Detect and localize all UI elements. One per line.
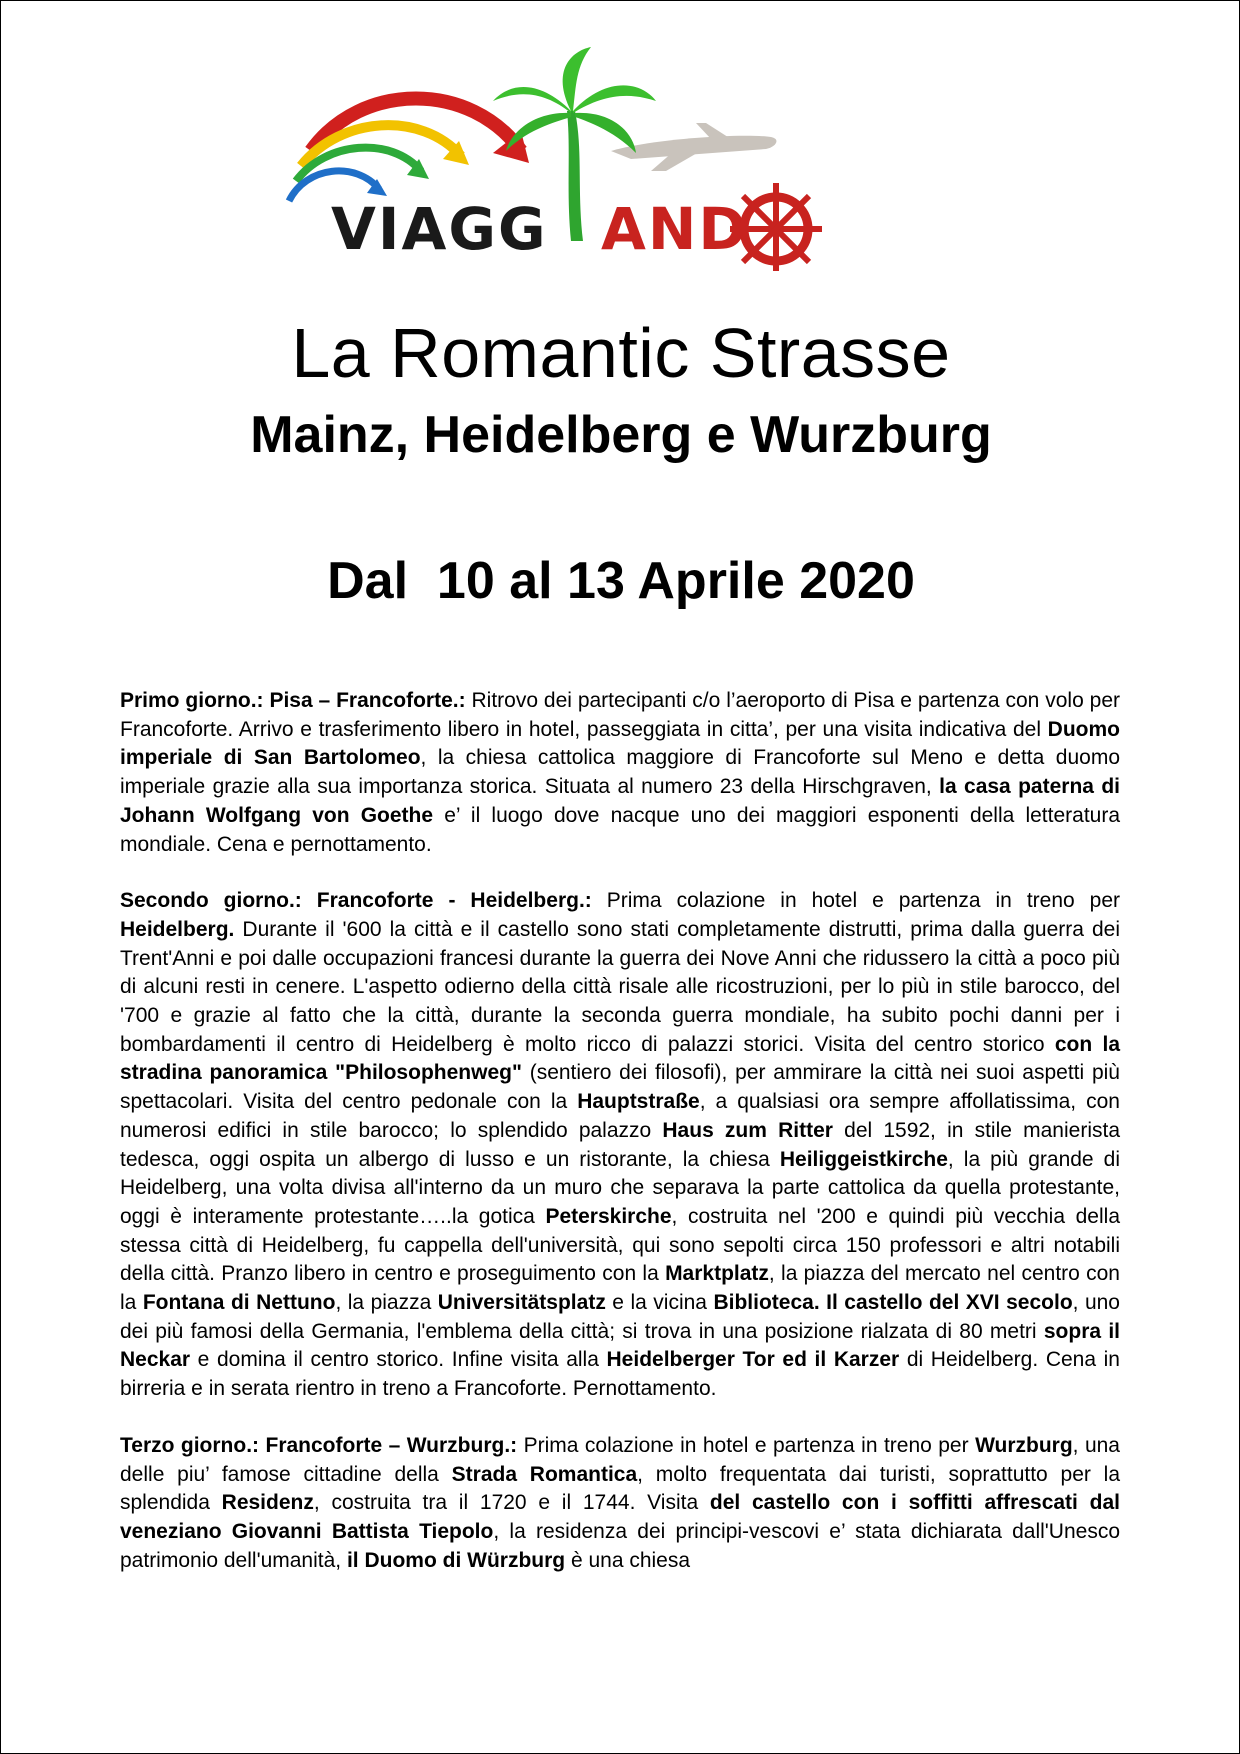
- text-run: , costruita tra il 1720 e il 1744. Visita: [313, 1491, 710, 1515]
- bold-text-run: sopra il Neckar: [120, 1319, 1120, 1372]
- bold-text-run: Duomo imperiale di San Bartolomeo: [120, 717, 1120, 770]
- text-run: e’ il luogo dove nacque uno dei maggiori esponenti della letteratura mondiale. Cena e pernottamento.: [120, 803, 1121, 856]
- bold-text-run: Residenz: [221, 1491, 314, 1515]
- bold-text-run: del castello con i soffitti affrescati dal veneziano Giovanni Battista Tiepolo: [120, 1491, 1120, 1543]
- text-run: Ritrovo dei partecipanti c/o l’aeroporto di Pisa e partenza con volo per Francoforte. Arrivo e trasferimento libero in hotel, passeggiata in citta’, per una visita indicativa del: [120, 689, 1120, 741]
- text-run: , la piazza del mercato nel centro con la: [120, 1262, 1120, 1315]
- text-run: e la vicina: [605, 1291, 714, 1315]
- bold-text-run: Marktplatz: [665, 1262, 769, 1286]
- text-run: , costruita nel '200 e quindi più vecchia della stessa città di Heidelberg, fu cappella dell'università, qui sono sepolti circa 150 professori e altri notabili della città. Pranzo libero in centro e proseguimento con la: [120, 1204, 1120, 1286]
- text-run: Prima colazione in hotel e partenza in treno per: [591, 889, 1121, 913]
- text-run: , la più grande di Heidelberg, una volta divisa all'interno da un muro che separava la parte cattolica da quella protestante, oggi è interamente protestante…..la gotica: [120, 1147, 1120, 1228]
- text-run: è una chiesa: [565, 1548, 691, 1572]
- bold-text-run: Universitätsplatz: [437, 1291, 606, 1315]
- airplane-icon: [611, 123, 776, 171]
- logo-text-left: VIAGG: [331, 195, 548, 263]
- ship-wheel-icon: [730, 183, 822, 271]
- logo-text-right: AND: [601, 195, 749, 263]
- bold-text-run: Terzo giorno.: Francoforte – Wurzburg.:: [120, 1433, 518, 1457]
- bold-text-run: con la stradina panoramica "Philosophenweg": [120, 1032, 1120, 1085]
- bold-text-run: Heiliggeistkirche: [779, 1147, 948, 1171]
- text-run: , la residenza dei principi-vescovi e’ stata dichiarata dall'Unesco patrimonio dell'umanità,: [120, 1519, 1121, 1572]
- trip-dates: Dal 10 al 13 Aprile 2020: [327, 552, 915, 610]
- text-run: (sentiero dei filosofi), per ammirare la città nei suoi aspetti più spettacolari. Visita del centro pedonale con la: [120, 1061, 1120, 1114]
- viaggiando-logo: [271, 41, 931, 271]
- bold-text-run: Primo giorno.: Pisa – Francoforte.:: [120, 689, 466, 712]
- bold-text-run: Wurzburg: [975, 1433, 1073, 1457]
- bold-text-run: il Duomo di Würzburg: [346, 1548, 566, 1572]
- page-subtitle: Mainz, Heidelberg e Wurzburg: [250, 406, 992, 464]
- text-run: e domina il centro storico. Infine visita alla: [190, 1348, 607, 1372]
- bold-text-run: Fontana di Nettuno: [142, 1291, 336, 1315]
- text-run: , molto frequentata dai turisti, soprattutto per la splendida: [120, 1462, 1120, 1515]
- day-paragraph-1: [120, 687, 1120, 859]
- bold-text-run: Heidelberger Tor ed il Karzer: [606, 1348, 900, 1372]
- bold-text-run: Heidelberg.: [120, 917, 235, 941]
- bold-text-run: Haus zum Ritter: [662, 1118, 833, 1142]
- text-run: del 1592, in stile manierista tedesca, oggi ospita un albergo di lusso e un ristorante, la chiesa: [120, 1118, 1120, 1171]
- day-paragraph-2: [120, 887, 1120, 1404]
- text-run: , una delle piu’ famose cittadine della: [120, 1433, 1120, 1486]
- text-run: Durante il '600 la città e il castello sono stati completamente distrutti, prima dalla guerra dei Trent'Anni e poi dalle occupazioni francesi durante la guerra dei Nove Anni che ridussero la città a poco più di alcuni resti in cenere. L'aspetto odierno della città risale alle ricostruzioni, per lo più in stile barocco, del '700 e grazie al fatto che la città, durante la seconda guerra mondiale, ha subito pochi danni per i bombardamenti il centro di Heidelberg è molto ricco di palazzi storici. Visita del centro storico: [120, 917, 1120, 1056]
- bold-text-run: la casa paterna di Johann Wolfgang von Goethe: [120, 775, 1120, 827]
- text-run: di Heidelberg. Cena in birreria e in serata rientro in treno a Francoforte. Pernottamento.: [120, 1348, 1120, 1401]
- text-run: , uno dei più famosi della Germania, l'emblema della città; si trova in una posizione rialzata di 80 metri: [120, 1291, 1120, 1343]
- bold-text-run: Strada Romantica: [451, 1462, 638, 1486]
- day-paragraph-3: [120, 1432, 1120, 1576]
- bold-text-run: Hauptstraße: [577, 1090, 700, 1114]
- bold-text-run: Biblioteca. Il castello del XVI secolo: [713, 1291, 1073, 1315]
- page-title: La Romantic Strasse: [291, 314, 951, 392]
- text-run: Prima colazione in hotel e partenza in treno per: [517, 1433, 976, 1457]
- text-run: , a qualsiasi ora sempre affollatissima, con numerosi edifici in stile barocco; lo splendido palazzo: [120, 1090, 1120, 1142]
- itinerary-body: [120, 687, 1120, 1603]
- bold-text-run: Peterskirche: [545, 1204, 672, 1228]
- bold-text-run: Secondo giorno.: Francoforte - Heidelberg.:: [120, 889, 592, 913]
- text-run: , la piazza: [335, 1291, 438, 1315]
- text-run: , la chiesa cattolica maggiore di Francoforte sul Meno e detta duomo imperiale grazie alla sua importanza storica. Situata al numero 23 della Hirschgraven,: [120, 746, 1121, 799]
